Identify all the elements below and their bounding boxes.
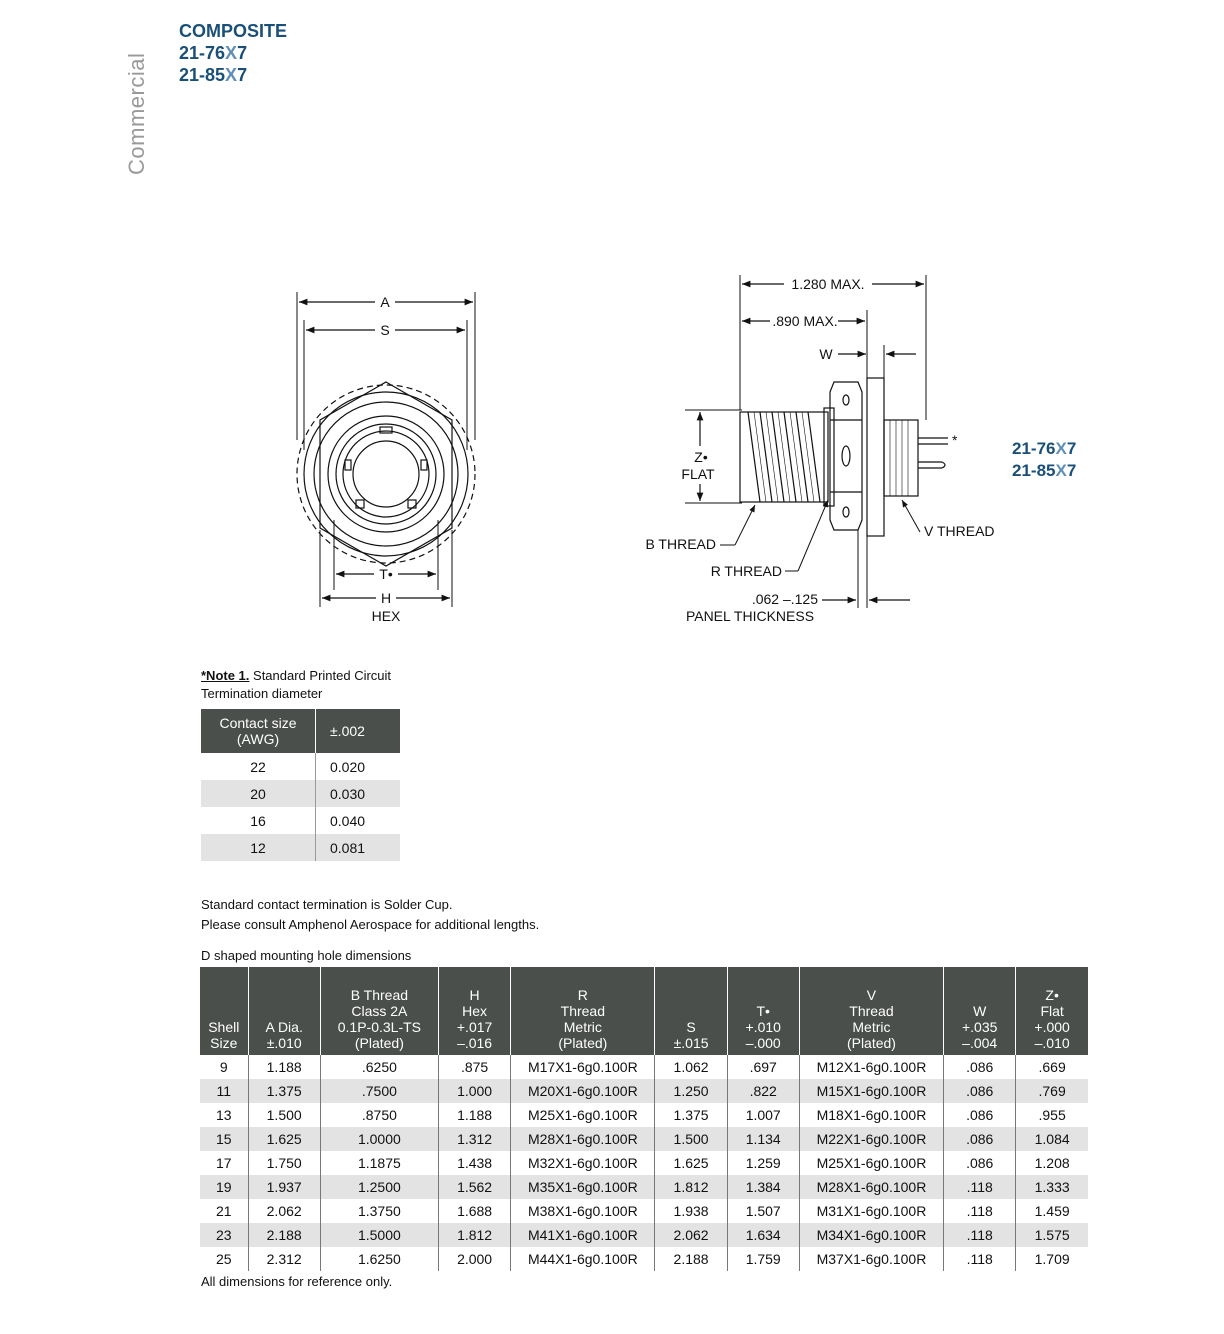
dim-cell: M28X1-6g0.100R (799, 1175, 943, 1199)
dim-header-line: T• (756, 1003, 770, 1019)
dim-cell: 1.500 (248, 1103, 320, 1127)
dim-header-line: Flat (1040, 1003, 1064, 1019)
contact-row (201, 834, 400, 861)
dim-cell: 2.000 (439, 1247, 511, 1271)
dim-cell: .875 (439, 1055, 511, 1079)
dim-cell: 1.250 (655, 1079, 727, 1103)
label-t: T• (379, 566, 393, 582)
contact-diameter-cell: 0.081 (316, 834, 401, 861)
label-w: W (819, 346, 833, 362)
dim-cell: 2.188 (248, 1223, 320, 1247)
dim-cell: M25X1-6g0.100R (511, 1103, 655, 1127)
dim-header-col-0 (200, 967, 248, 1055)
dim-cell: .118 (944, 1175, 1016, 1199)
dim-cell: 11 (200, 1079, 248, 1103)
dim-table-row (200, 1103, 1088, 1127)
dim-cell: .769 (1016, 1079, 1088, 1103)
dim-header-line: R (577, 987, 588, 1003)
dim-header-line: +.010 (745, 1019, 781, 1035)
dim-cell: 17 (200, 1151, 248, 1175)
dim-cell: .955 (1038, 1107, 1066, 1123)
dim-header-col-7 (799, 967, 943, 1055)
dim-header-col-9 (1016, 967, 1088, 1055)
dim-cell: 1.634 (727, 1223, 799, 1247)
dim-cell: 1.750 (248, 1151, 320, 1175)
dim-header-line: (Plated) (846, 1035, 896, 1051)
dim-cell: 1.709 (1034, 1251, 1070, 1267)
dim-table-row (200, 1199, 1088, 1223)
dimensions-table (200, 967, 1088, 1271)
dim-cell: 9 (200, 1055, 248, 1079)
dim-cell: M35X1-6g0.100R (511, 1175, 655, 1199)
dim-header-line: (Plated) (558, 1035, 608, 1051)
dim-cell: M22X1-6g0.100R (799, 1127, 943, 1151)
dim-cell: 1.375 (248, 1079, 320, 1103)
dim-header-line: 0.1P-0.3L-TS (337, 1019, 422, 1035)
note-title: *Note 1. (201, 668, 250, 683)
dim-cell: .086 (944, 1079, 1016, 1103)
dim-cell: M34X1-6g0.100R (799, 1223, 943, 1247)
side-model-labels (1012, 438, 1076, 482)
label-1280-max: 1.280 MAX. (791, 276, 865, 292)
dim-cell: M41X1-6g0.100R (511, 1223, 655, 1247)
dim-header-line: +.017 (456, 1019, 493, 1035)
contact-size-table (201, 709, 400, 861)
header-model-2185: 21-85X7 (179, 65, 248, 85)
dim-cell: 1.500 (655, 1127, 727, 1151)
label-h: H (380, 590, 392, 606)
dim-cell: M15X1-6g0.100R (799, 1079, 943, 1103)
dim-table-row (200, 1151, 1088, 1175)
dim-header-line: Metric (563, 1019, 602, 1035)
dim-cell: .086 (944, 1055, 1016, 1079)
dim-cell: 2.062 (248, 1199, 320, 1223)
dim-table-row (200, 1127, 1088, 1151)
dim-cell: 1.384 (727, 1175, 799, 1199)
side-model-2185: 21-85X7 (1012, 461, 1077, 480)
dim-cell: 1.812 (439, 1223, 511, 1247)
note-text-2: Termination diameter (201, 686, 323, 701)
dim-cell: 2.312 (248, 1247, 320, 1271)
dim-cell: 1.007 (727, 1103, 799, 1127)
dim-cell: .086 (944, 1151, 1016, 1175)
dim-cell: 1.2500 (320, 1175, 438, 1199)
contact-size-cell: 16 (201, 807, 316, 834)
dim-header-line: Z• (1045, 987, 1059, 1003)
dim-table-row (200, 1247, 1088, 1271)
dim-cell: M12X1-6g0.100R (799, 1055, 943, 1079)
dim-header-line: ±.015 (673, 1035, 709, 1051)
contact-header-tolerance: ±.002 (316, 709, 401, 753)
label-s: S (380, 322, 390, 338)
dim-header-col-2 (320, 967, 438, 1055)
dim-header-col-6 (727, 967, 799, 1055)
dim-cell: 1.438 (439, 1151, 511, 1175)
label-v-thread: V THREAD (924, 523, 995, 539)
dim-header-line: V (866, 987, 877, 1003)
dim-cell: .6250 (320, 1055, 438, 1079)
note-text: Standard Printed Circuit (249, 668, 392, 683)
solder-cup-text: Standard contact termination is Solder Cup. (201, 897, 453, 912)
dim-header-col-4 (511, 967, 655, 1055)
dim-cell: .697 (727, 1055, 799, 1079)
dim-cell: .8750 (320, 1103, 438, 1127)
dim-cell: 23 (200, 1223, 248, 1247)
dim-table-row (200, 1223, 1088, 1247)
dim-header-line: –.016 (457, 1035, 493, 1051)
dim-table-row (200, 1079, 1088, 1103)
dim-header-line: A Dia. (265, 1019, 303, 1035)
dim-cell: 1.5000 (320, 1223, 438, 1247)
mounting-hole-caption: D shaped mounting hole dimensions (201, 948, 412, 963)
dim-header-line: +.000 (1034, 1019, 1070, 1035)
dim-cell: 1.375 (655, 1103, 727, 1127)
dim-cell: .086 (944, 1103, 1016, 1127)
dim-cell: M18X1-6g0.100R (799, 1103, 943, 1127)
dim-cell: M25X1-6g0.100R (799, 1151, 943, 1175)
dim-cell: 15 (200, 1127, 248, 1151)
dim-header-line: ±.010 (266, 1035, 302, 1051)
contact-diameter-cell: 0.030 (316, 780, 401, 807)
dim-header-line: H (469, 987, 480, 1003)
dim-cell: M20X1-6g0.100R (511, 1079, 655, 1103)
header-model-2176: 21-76X7 (179, 43, 248, 63)
dim-cell: 1.812 (655, 1175, 727, 1199)
dim-header-line: Shell (208, 1019, 240, 1035)
dim-cell: .822 (727, 1079, 799, 1103)
dim-cell: 1.062 (655, 1055, 727, 1079)
contact-row (201, 780, 400, 807)
consult-text: Please consult Amphenol Aerospace for additional lengths. (201, 917, 540, 932)
dim-cell: 1.312 (439, 1127, 511, 1151)
dim-header-col-8 (944, 967, 1016, 1055)
dim-cell: 1.208 (1034, 1155, 1070, 1171)
dim-cell: .118 (944, 1247, 1016, 1271)
dim-cell: M44X1-6g0.100R (511, 1247, 655, 1271)
dim-cell: 1.3750 (320, 1199, 438, 1223)
header-line-composite: COMPOSITE (179, 21, 288, 41)
contact-size-cell: 12 (201, 834, 316, 861)
dim-cell: 1.0000 (320, 1127, 438, 1151)
contact-diameter-cell: 0.020 (330, 758, 366, 775)
label-flat: FLAT (681, 466, 715, 482)
dim-cell: 1.625 (655, 1151, 727, 1175)
dim-cell: M32X1-6g0.100R (511, 1151, 655, 1175)
side-model-2176: 21-76X7 (1012, 439, 1077, 458)
dim-cell: 2.188 (655, 1247, 727, 1271)
dim-header-line: Thread (849, 1003, 894, 1019)
dim-cell: .086 (944, 1127, 1016, 1151)
dim-cell: 1.625 (248, 1127, 320, 1151)
dim-cell: 1.1875 (320, 1151, 438, 1175)
label-hex: HEX (371, 608, 401, 624)
dim-header-line: (Plated) (354, 1035, 404, 1051)
dim-header-line: Size (210, 1035, 238, 1051)
dim-header-col-5 (655, 967, 727, 1055)
dim-cell: 1.333 (1016, 1175, 1088, 1199)
dim-cell: 19 (200, 1175, 248, 1199)
label-a: A (380, 294, 390, 310)
label-panel-range: .062 –.125 (751, 591, 818, 607)
dim-cell: 1.259 (727, 1151, 799, 1175)
dim-cell: .7500 (320, 1079, 438, 1103)
connector-drawings (0, 0, 1224, 660)
dim-cell: 1.6250 (320, 1247, 438, 1271)
dim-header-line: S (686, 1019, 696, 1035)
label-b-thread: B THREAD (645, 536, 716, 552)
dim-table-row (200, 1055, 1088, 1079)
dim-cell: .118 (944, 1199, 1016, 1223)
label-asterisk: * (952, 432, 958, 448)
dim-cell: 13 (200, 1103, 248, 1127)
dim-header-line: –.004 (962, 1035, 998, 1051)
dim-cell: 1.575 (1016, 1223, 1088, 1247)
side-category-label: Commercial (124, 52, 149, 175)
contact-diameter-cell: 0.040 (330, 812, 366, 829)
dim-cell: 21 (200, 1199, 248, 1223)
dim-cell: 1.134 (727, 1127, 799, 1151)
front-view-drawing (297, 292, 475, 607)
dim-cell: M31X1-6g0.100R (799, 1199, 943, 1223)
dim-cell: 1.759 (727, 1247, 799, 1271)
dim-cell: .669 (1038, 1059, 1066, 1075)
dim-cell: M38X1-6g0.100R (511, 1199, 655, 1223)
dim-header-col-3 (439, 967, 511, 1055)
dim-header-line: +.035 (961, 1019, 998, 1035)
dim-cell: 1.188 (439, 1103, 511, 1127)
label-panel-thickness: PANEL THICKNESS (685, 608, 815, 624)
dim-cell: 1.688 (439, 1199, 511, 1223)
dim-cell: 1.084 (1016, 1127, 1088, 1151)
contact-row (201, 753, 400, 780)
contact-header-size: Contact size (AWG) (201, 709, 316, 753)
dim-header-line: –.000 (745, 1035, 781, 1051)
dim-cell: 1.459 (1034, 1203, 1070, 1219)
dim-header-line: B Thread (350, 987, 409, 1003)
contact-row (201, 807, 400, 834)
dim-cell: 1.937 (248, 1175, 320, 1199)
dim-cell: 1.188 (248, 1055, 320, 1079)
dim-header-line: –.010 (1034, 1035, 1070, 1051)
note-1 (201, 667, 391, 703)
dim-cell: 1.000 (439, 1079, 511, 1103)
dim-header-line: Hex (462, 1003, 488, 1019)
dim-header-col-1 (248, 967, 320, 1055)
contact-size-cell: 20 (201, 780, 316, 807)
dim-cell: 1.562 (439, 1175, 511, 1199)
dim-cell: 25 (200, 1247, 248, 1271)
label-z: Z• (694, 449, 708, 465)
dim-cell: M28X1-6g0.100R (511, 1127, 655, 1151)
dim-header-line: Class 2A (351, 1003, 408, 1019)
dim-cell: M17X1-6g0.100R (511, 1055, 655, 1079)
label-890-max: .890 MAX. (772, 313, 838, 329)
contact-size-cell: 22 (201, 753, 316, 780)
dim-header-line: Metric (852, 1019, 891, 1035)
dim-cell: 1.938 (655, 1199, 727, 1223)
dim-cell: .118 (944, 1223, 1016, 1247)
dim-header-line: W (973, 1003, 987, 1019)
dim-table-row (200, 1175, 1088, 1199)
dim-cell: M37X1-6g0.100R (799, 1247, 943, 1271)
footer-note: All dimensions for reference only. (201, 1274, 393, 1289)
dim-header-line: Thread (560, 1003, 605, 1019)
dim-cell: 2.062 (655, 1223, 727, 1247)
dim-cell: 1.507 (727, 1199, 799, 1223)
label-r-thread: R THREAD (710, 563, 782, 579)
